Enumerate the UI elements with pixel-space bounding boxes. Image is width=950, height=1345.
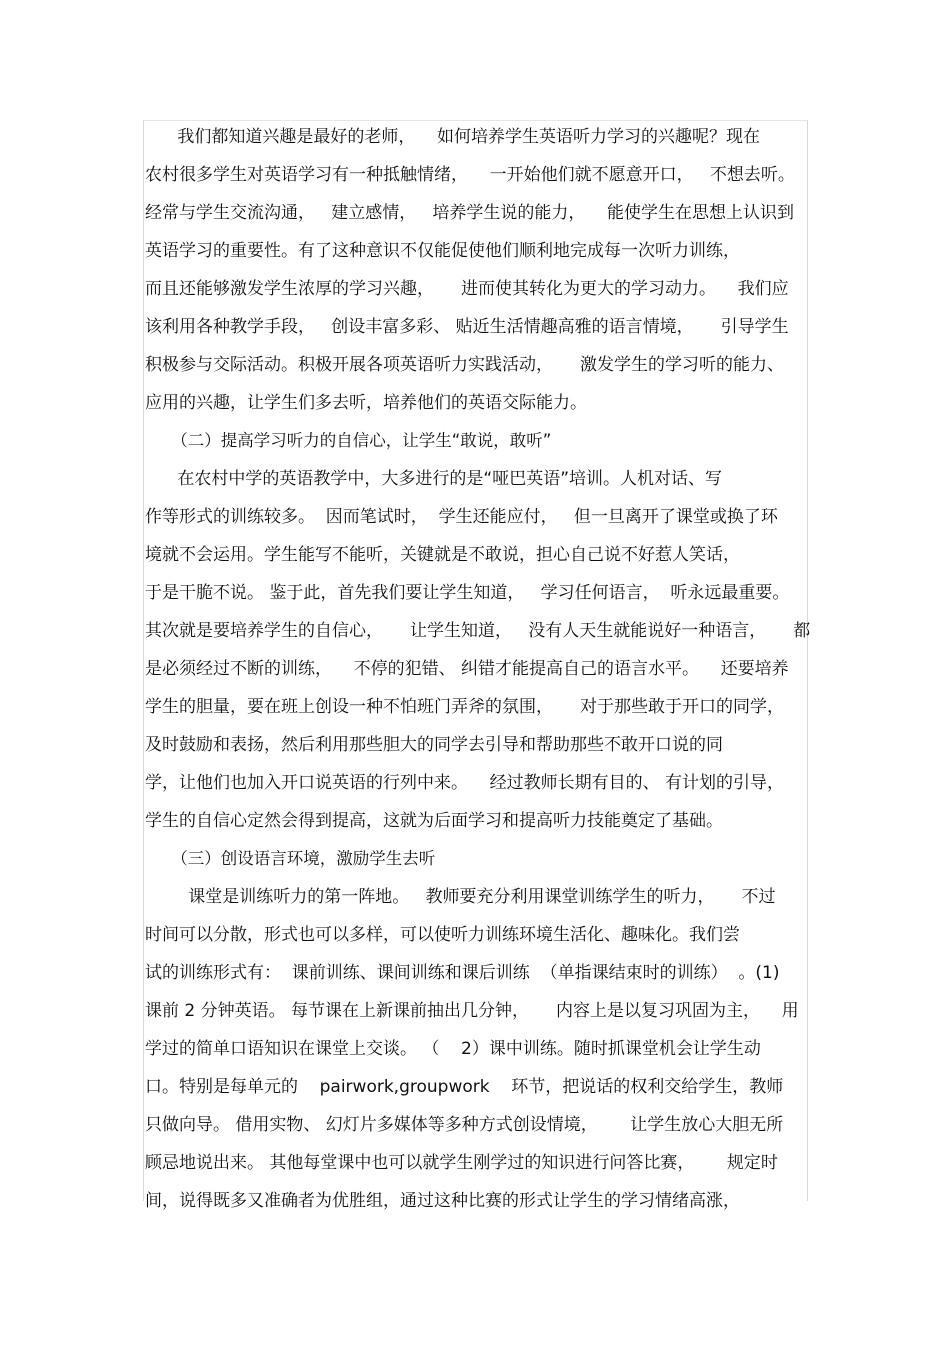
paragraph-line: 而且还能够激发学生浓厚的学习兴趣， 进而使其转化为更大的学习动力。 我们应: [145, 279, 789, 299]
paragraph-line: 境就不会运用。学生能写不能听，关键就是不敢说，担心自己说不好惹人笑话，: [145, 545, 740, 565]
paragraph-line: 学过的简单口语知识在课堂上交谈。 （ 2）课中训练。随时抓课堂机会让学生动: [145, 1039, 761, 1059]
paragraph-line: 课堂是训练听力的第一阵地。 教师要充分利用课堂训练学生的听力， 不过: [145, 887, 776, 907]
paragraph-line: 学生的自信心定然会得到提高，这就为后面学习和提高听力技能奠定了基础。: [145, 811, 723, 831]
paragraph-line: 英语学习的重要性。有了这种意识不仅能促使他们顺利地完成每一次听力训练，: [145, 241, 740, 261]
paragraph-line: 在农村中学的英语教学中，大多进行的是“哑巴英语”培训。人机对话、写: [145, 469, 723, 489]
paragraph-line: 我们都知道兴趣是最好的老师， 如何培养学生英语听力学习的兴趣呢？现在: [145, 127, 761, 147]
paragraph-line: 积极参与交际活动。积极开展各项英语听力实践活动， 激发学生的学习听的能力、: [145, 355, 785, 375]
document-body: [145, 118, 810, 1220]
paragraph-line: 只做向导。 借用实物、 幻灯片多媒体等多种方式创设情境， 让学生放心大胆无所: [145, 1115, 784, 1135]
paragraph-line: 学，让他们也加入开口说英语的行列中来。 经过教师长期有目的、 有计划的引导，: [145, 773, 785, 793]
paragraph-line: 口。特别是每单元的 pairwork,groupwork 环节，把说话的权利交给学生，教师: [145, 1077, 784, 1097]
paragraph-line: 试的训练形式有： 课前训练、课间训练和课后训练 （单指课结束时的训练） 。(1): [145, 963, 780, 983]
paragraph-line: 是必须经过不断的训练， 不停的犯错、 纠错才能提高自己的语言水平。 还要培养: [145, 659, 789, 679]
paragraph-line: 及时鼓励和表扬，然后利用那些胆大的同学去引导和帮助那些不敢开口说的同: [145, 735, 723, 755]
paragraph-line: 作等形式的训练较多。 因而笔试时， 学生还能应付， 但一旦离开了课堂或换了环: [145, 507, 778, 527]
paragraph-line: 顾忌地说出来。 其他每堂课中也可以就学生刚学过的知识进行问答比赛， 规定时: [145, 1153, 778, 1173]
paragraph-line: 于是干脆不说。 鉴于此，首先我们要让学生知道， 学习任何语言， 听永远最重要。: [145, 583, 790, 603]
paragraph-line: 课前 2 分钟英语。 每节课在上新课前抽出几分钟， 内容上是以复习巩固为主， 用: [145, 1001, 799, 1021]
paragraph-line: 时间可以分散，形式也可以多样，可以使听力训练环境生活化、趣味化。我们尝: [145, 925, 740, 945]
paragraph-line: 学生的胆量，要在班上创设一种不怕班门弄斧的氛围， 对于那些敢于开口的同学，: [145, 697, 785, 717]
paragraph-line: 经常与学生交流沟通， 建立感情， 培养学生说的能力， 能使学生在思想上认识到: [145, 203, 795, 223]
paragraph-line: 间，说得既多又准确者为优胜组，通过这种比赛的形式让学生的学习情绪高涨，: [145, 1191, 740, 1211]
paragraph-line: 应用的兴趣，让学生们多去听，培养他们的英语交际能力。: [145, 393, 587, 413]
section-heading: （二）提高学习听力的自信心，让学生“敢说，敢听”: [145, 431, 552, 450]
paragraph-line: 该利用各种教学手段， 创设丰富多彩、 贴近生活情趣高雅的语言情境， 引导学生: [145, 317, 789, 337]
paragraph-line: 农村很多学生对英语学习有一种抵触情绪， 一开始他们就不愿意开口， 不想去听。: [145, 165, 795, 185]
paragraph-line: 其次就是要培养学生的自信心， 让学生知道， 没有人天生就能说好一种语言， 都: [145, 621, 811, 641]
section-heading: （三）创设语言环境，激励学生去听: [145, 849, 436, 868]
